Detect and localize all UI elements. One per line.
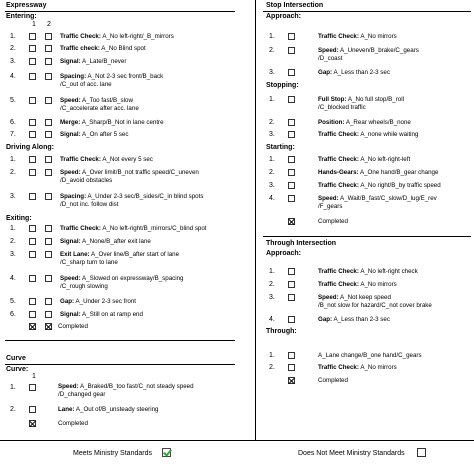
item-options: A_Out of/B_unsteady steering — [75, 406, 159, 413]
footer-divider — [0, 440, 474, 441]
checkbox-attempt-1[interactable] — [29, 119, 36, 126]
item-number: 2. — [10, 406, 16, 413]
checkbox-attempt-2[interactable] — [45, 131, 52, 138]
checkbox-attempt-1[interactable] — [288, 294, 295, 301]
checkbox-attempt-1[interactable] — [288, 195, 295, 202]
checkbox-attempt-1[interactable] — [288, 169, 295, 176]
item-options-cont: /D_changed gear — [58, 391, 106, 398]
checkbox-attempt-1[interactable] — [29, 311, 36, 318]
item-options: A_No left-right-left — [360, 156, 411, 163]
item-number: 5. — [10, 97, 16, 104]
item-label: Speed: — [60, 275, 81, 282]
section-divider — [5, 364, 235, 365]
item-options: A_Still on at ramp end — [82, 311, 143, 318]
item-options-cont: /C_rough slowing — [60, 283, 108, 290]
checkbox-attempt-1[interactable] — [29, 97, 36, 104]
subsection-title-entering: Entering: — [6, 13, 37, 20]
subsection-title-approach: Approach: — [266, 250, 301, 257]
item-number: 3. — [10, 58, 16, 65]
checkbox-attempt-2[interactable] — [45, 251, 52, 258]
checkbox-attempt-1[interactable] — [288, 352, 295, 359]
checkbox-attempt-1[interactable] — [288, 69, 295, 76]
item-options-cont: /D_not inc. follow dist — [60, 201, 119, 208]
item-number: 2. — [269, 169, 275, 176]
item-label: Traffic check: — [60, 45, 100, 52]
item-number: 1. — [10, 33, 16, 40]
item-number: 4. — [10, 275, 16, 282]
item-number: 3. — [269, 69, 275, 76]
checkbox-attempt-2[interactable] — [45, 156, 52, 163]
item-number: 7. — [10, 131, 16, 138]
item-options: A_Rear wheels/B_none — [345, 119, 411, 126]
item-label: Traffic Check: — [318, 33, 359, 40]
checkbox-attempt-2[interactable] — [45, 45, 52, 52]
item-options: A_No left-right/B_mirrors/C_blind spot — [102, 225, 207, 232]
item-options: A_Uneven/B_brake/C_gears — [340, 47, 419, 54]
subsection-title-through: Through: — [266, 328, 297, 335]
checkbox-attempt-1[interactable] — [29, 169, 36, 176]
item-options-cont: /C_out of acc. lane — [60, 81, 112, 88]
checkbox-attempt-1[interactable] — [288, 268, 295, 275]
completed-label: Completed — [318, 218, 348, 225]
item-number: 1. — [269, 352, 275, 359]
checkbox-attempt-1[interactable] — [288, 182, 295, 189]
checkbox-attempt-1[interactable] — [288, 316, 295, 323]
completed-checkbox-attempt-2[interactable] — [45, 323, 52, 330]
meets-standards-checkbox[interactable] — [162, 448, 171, 457]
checkbox-attempt-1[interactable] — [29, 298, 36, 305]
item-number: 2. — [10, 45, 16, 52]
item-label: Traffic Check: — [318, 131, 359, 138]
checkbox-attempt-2[interactable] — [45, 119, 52, 126]
item-label: Signal: — [60, 131, 81, 138]
checkbox-attempt-1[interactable] — [29, 156, 36, 163]
checkbox-attempt-1[interactable] — [29, 238, 36, 245]
item-options-cont: /C_blocked traffic — [318, 104, 366, 111]
item-options: A_No full stop/B_roll — [347, 96, 404, 103]
checkbox-attempt-1[interactable] — [288, 364, 295, 371]
item-label: Lane: — [58, 406, 75, 413]
item-options-cont: /D_coast — [318, 55, 343, 62]
section-divider — [5, 11, 235, 12]
completed-label: Completed — [58, 323, 88, 330]
checkbox-attempt-1[interactable] — [29, 275, 36, 282]
section-title-curve: Curve — [6, 355, 26, 362]
item-label: Traffic Check: — [318, 364, 359, 371]
item-number: 3. — [10, 251, 16, 258]
item-options: A_Late/B_never — [82, 58, 127, 65]
item-options: A_Not keep speed — [340, 294, 391, 301]
item-number: 1. — [269, 33, 275, 40]
column-header-1: 1 — [32, 373, 36, 380]
checkbox-attempt-1[interactable] — [288, 33, 295, 40]
item-number: 3. — [269, 182, 275, 189]
section-title-expressway: Expressway — [6, 2, 47, 9]
item-label: Speed: — [318, 294, 339, 301]
checkbox-attempt-1[interactable] — [288, 47, 295, 54]
item-options: A_One hand/B_gear change — [359, 169, 439, 176]
checkbox-attempt-1[interactable] — [29, 406, 36, 413]
item-options: A_No mirrors — [360, 33, 397, 40]
checkbox-attempt-2[interactable] — [45, 73, 52, 80]
item-label: Merge: — [60, 119, 81, 126]
section-title-through-intersection: Through Intersection — [266, 240, 336, 247]
item-label: Speed: — [318, 195, 339, 202]
item-label: Speed: — [58, 383, 79, 390]
item-number: 4. — [269, 195, 275, 202]
item-number: 3. — [269, 131, 275, 138]
column-header-1: 1 — [32, 21, 36, 28]
item-options: A_Less than 2-3 sec — [333, 316, 390, 323]
checkbox-attempt-2[interactable] — [45, 225, 52, 232]
item-number: 1. — [10, 225, 16, 232]
item-options-cont: /C_sharp turn to lane — [60, 259, 118, 266]
section-title-stop-intersection: Stop Intersection — [266, 2, 324, 9]
checkbox-attempt-2[interactable] — [45, 275, 52, 282]
subsection-title-curve: Curve: — [6, 366, 29, 373]
item-number: 6. — [10, 119, 16, 126]
item-options-cont: /D_avoid obstacles — [60, 177, 113, 184]
not-meets-standards-checkbox[interactable] — [417, 448, 426, 457]
item-label: Traffic Check: — [60, 33, 101, 40]
checkbox-attempt-1[interactable] — [29, 193, 36, 200]
checkbox-attempt-1[interactable] — [288, 281, 295, 288]
item-number: 3. — [269, 294, 275, 301]
item-label: Speed: — [60, 97, 81, 104]
item-label: Traffic Check: — [318, 268, 359, 275]
item-options: A_Slowed on expressway/B_spacing — [82, 275, 184, 282]
checkbox-attempt-2[interactable] — [45, 311, 52, 318]
subsection-title-starting: Starting: — [266, 144, 295, 151]
item-label: Gap: — [318, 316, 333, 323]
completed-label: Completed — [58, 420, 88, 427]
item-options: A_No left-right/_B_mirrors — [102, 33, 174, 40]
checkbox-attempt-2[interactable] — [45, 33, 52, 40]
checkbox-attempt-2[interactable] — [45, 298, 52, 305]
item-label: Position: — [318, 119, 345, 126]
item-label: Traffic Check: — [60, 156, 101, 163]
item-options-cont: /C_accelerate after acc. lane — [60, 105, 139, 112]
item-options-cont: /F_gears — [318, 203, 343, 210]
item-number: 1. — [10, 156, 16, 163]
item-label: Signal: — [60, 311, 81, 318]
item-label: Exit Lane: — [60, 251, 90, 258]
item-label: Spacing: — [60, 193, 87, 200]
completed-label: Completed — [318, 377, 348, 384]
checkbox-attempt-1[interactable] — [29, 45, 36, 52]
item-number: 2. — [269, 119, 275, 126]
item-options: A_Less than 2-3 sec — [333, 69, 390, 76]
subsection-title-stopping: Stopping: — [266, 82, 299, 89]
item-options: A_No Blind spot — [101, 45, 146, 52]
item-label: Speed: — [60, 169, 81, 176]
completed-checkbox[interactable] — [29, 420, 36, 427]
checkbox-attempt-1[interactable] — [288, 131, 295, 138]
checkbox-attempt-1[interactable] — [288, 96, 295, 103]
checkbox-attempt-2[interactable] — [45, 58, 52, 65]
item-label: Signal: — [60, 58, 81, 65]
item-options-cont: /B_not slow for hazard/C_not cover brake — [318, 302, 432, 309]
subsection-title-approach: Approach: — [266, 13, 301, 20]
item-options: A_Under 2-3 sec front — [75, 298, 137, 305]
item-options: A_Not 2-3 sec front/B_back — [87, 73, 164, 80]
item-options: A_Wait/B_fast/C_slow/D_lug/E_rev — [340, 195, 437, 202]
checkbox-attempt-1[interactable] — [29, 33, 36, 40]
subsection-title-driving-along: Driving Along: — [6, 144, 54, 151]
section-divider — [5, 340, 235, 341]
completed-checkbox[interactable] — [288, 377, 295, 384]
checkbox-attempt-2[interactable] — [45, 238, 52, 245]
section-divider — [263, 236, 471, 237]
checkbox-attempt-2[interactable] — [45, 169, 52, 176]
section-divider — [263, 11, 471, 12]
item-number: 4. — [10, 73, 16, 80]
checkbox-attempt-1[interactable] — [29, 384, 36, 391]
column-divider — [255, 0, 256, 440]
checkbox-attempt-1[interactable] — [29, 58, 36, 65]
completed-checkbox-attempt-1[interactable] — [29, 323, 36, 330]
item-options: A_No mirrors — [360, 364, 397, 371]
checkbox-attempt-1[interactable] — [288, 156, 295, 163]
item-label: Traffic Check: — [318, 281, 359, 288]
item-options: A_No left-right check — [360, 268, 418, 275]
completed-checkbox[interactable] — [288, 218, 295, 225]
item-options: A_Under 2-3 sec/B_sides/C_in blind spots — [87, 193, 204, 200]
checkbox-attempt-1[interactable] — [29, 131, 36, 138]
item-label: Hands-Gears: — [318, 169, 359, 176]
item-label: Spacing: — [60, 73, 87, 80]
not-meets-standards-label: Does Not Meet Ministry Standards — [298, 450, 405, 457]
item-number: 2. — [10, 169, 16, 176]
meets-standards-label: Meets Ministry Standards — [73, 450, 152, 457]
item-label: Traffic Check: — [318, 182, 359, 189]
item-label: Traffic Check: — [60, 225, 101, 232]
item-number: 3. — [10, 193, 16, 200]
item-number: 6. — [10, 311, 16, 318]
item-number: 1. — [10, 384, 16, 391]
item-number: 1. — [269, 96, 275, 103]
item-options: A_Lane change/B_one hand/C_gears — [318, 352, 422, 359]
item-label: Speed: — [318, 47, 339, 54]
checkbox-attempt-1[interactable] — [29, 225, 36, 232]
item-options: A_Over line/B_after start of lane — [90, 251, 180, 258]
item-options: A_Not every 5 sec — [102, 156, 153, 163]
item-number: 2. — [269, 47, 275, 54]
item-options: A_None/B_after exit lane — [82, 238, 151, 245]
item-label: Gap: — [318, 69, 333, 76]
item-options: A_Sharp/B_Not in lane centre — [81, 119, 164, 126]
item-options: A_No right/B_by traffic speed — [360, 182, 441, 189]
item-label: Gap: — [60, 298, 75, 305]
item-number: 2. — [269, 281, 275, 288]
item-number: 4. — [269, 316, 275, 323]
checkbox-attempt-2[interactable] — [45, 193, 52, 200]
item-options: A_none while waiting — [360, 131, 419, 138]
subsection-title-exiting: Exiting: — [6, 215, 32, 222]
checkbox-attempt-1[interactable] — [288, 119, 295, 126]
item-options: A_Braked/B_too fast/C_not steady speed — [80, 383, 194, 390]
checkbox-attempt-1[interactable] — [29, 73, 36, 80]
checkbox-attempt-1[interactable] — [29, 251, 36, 258]
item-number: 5. — [10, 298, 16, 305]
item-options: A_No mirrors — [360, 281, 397, 288]
item-label: Traffic Check: — [318, 156, 359, 163]
item-options: A_Too fast/B_slow — [82, 97, 133, 104]
item-number: 2. — [10, 238, 16, 245]
item-number: 1. — [269, 156, 275, 163]
item-label: Signal: — [60, 238, 81, 245]
column-header-2: 2 — [47, 21, 51, 28]
item-label: Full Stop: — [318, 96, 347, 103]
item-options: A_Over limit/B_not traffic speed/C_uneven — [82, 169, 199, 176]
item-options: A_On after 5 sec — [82, 131, 129, 138]
checkbox-attempt-2[interactable] — [45, 97, 52, 104]
item-number: 2. — [269, 364, 275, 371]
item-number: 1. — [269, 268, 275, 275]
